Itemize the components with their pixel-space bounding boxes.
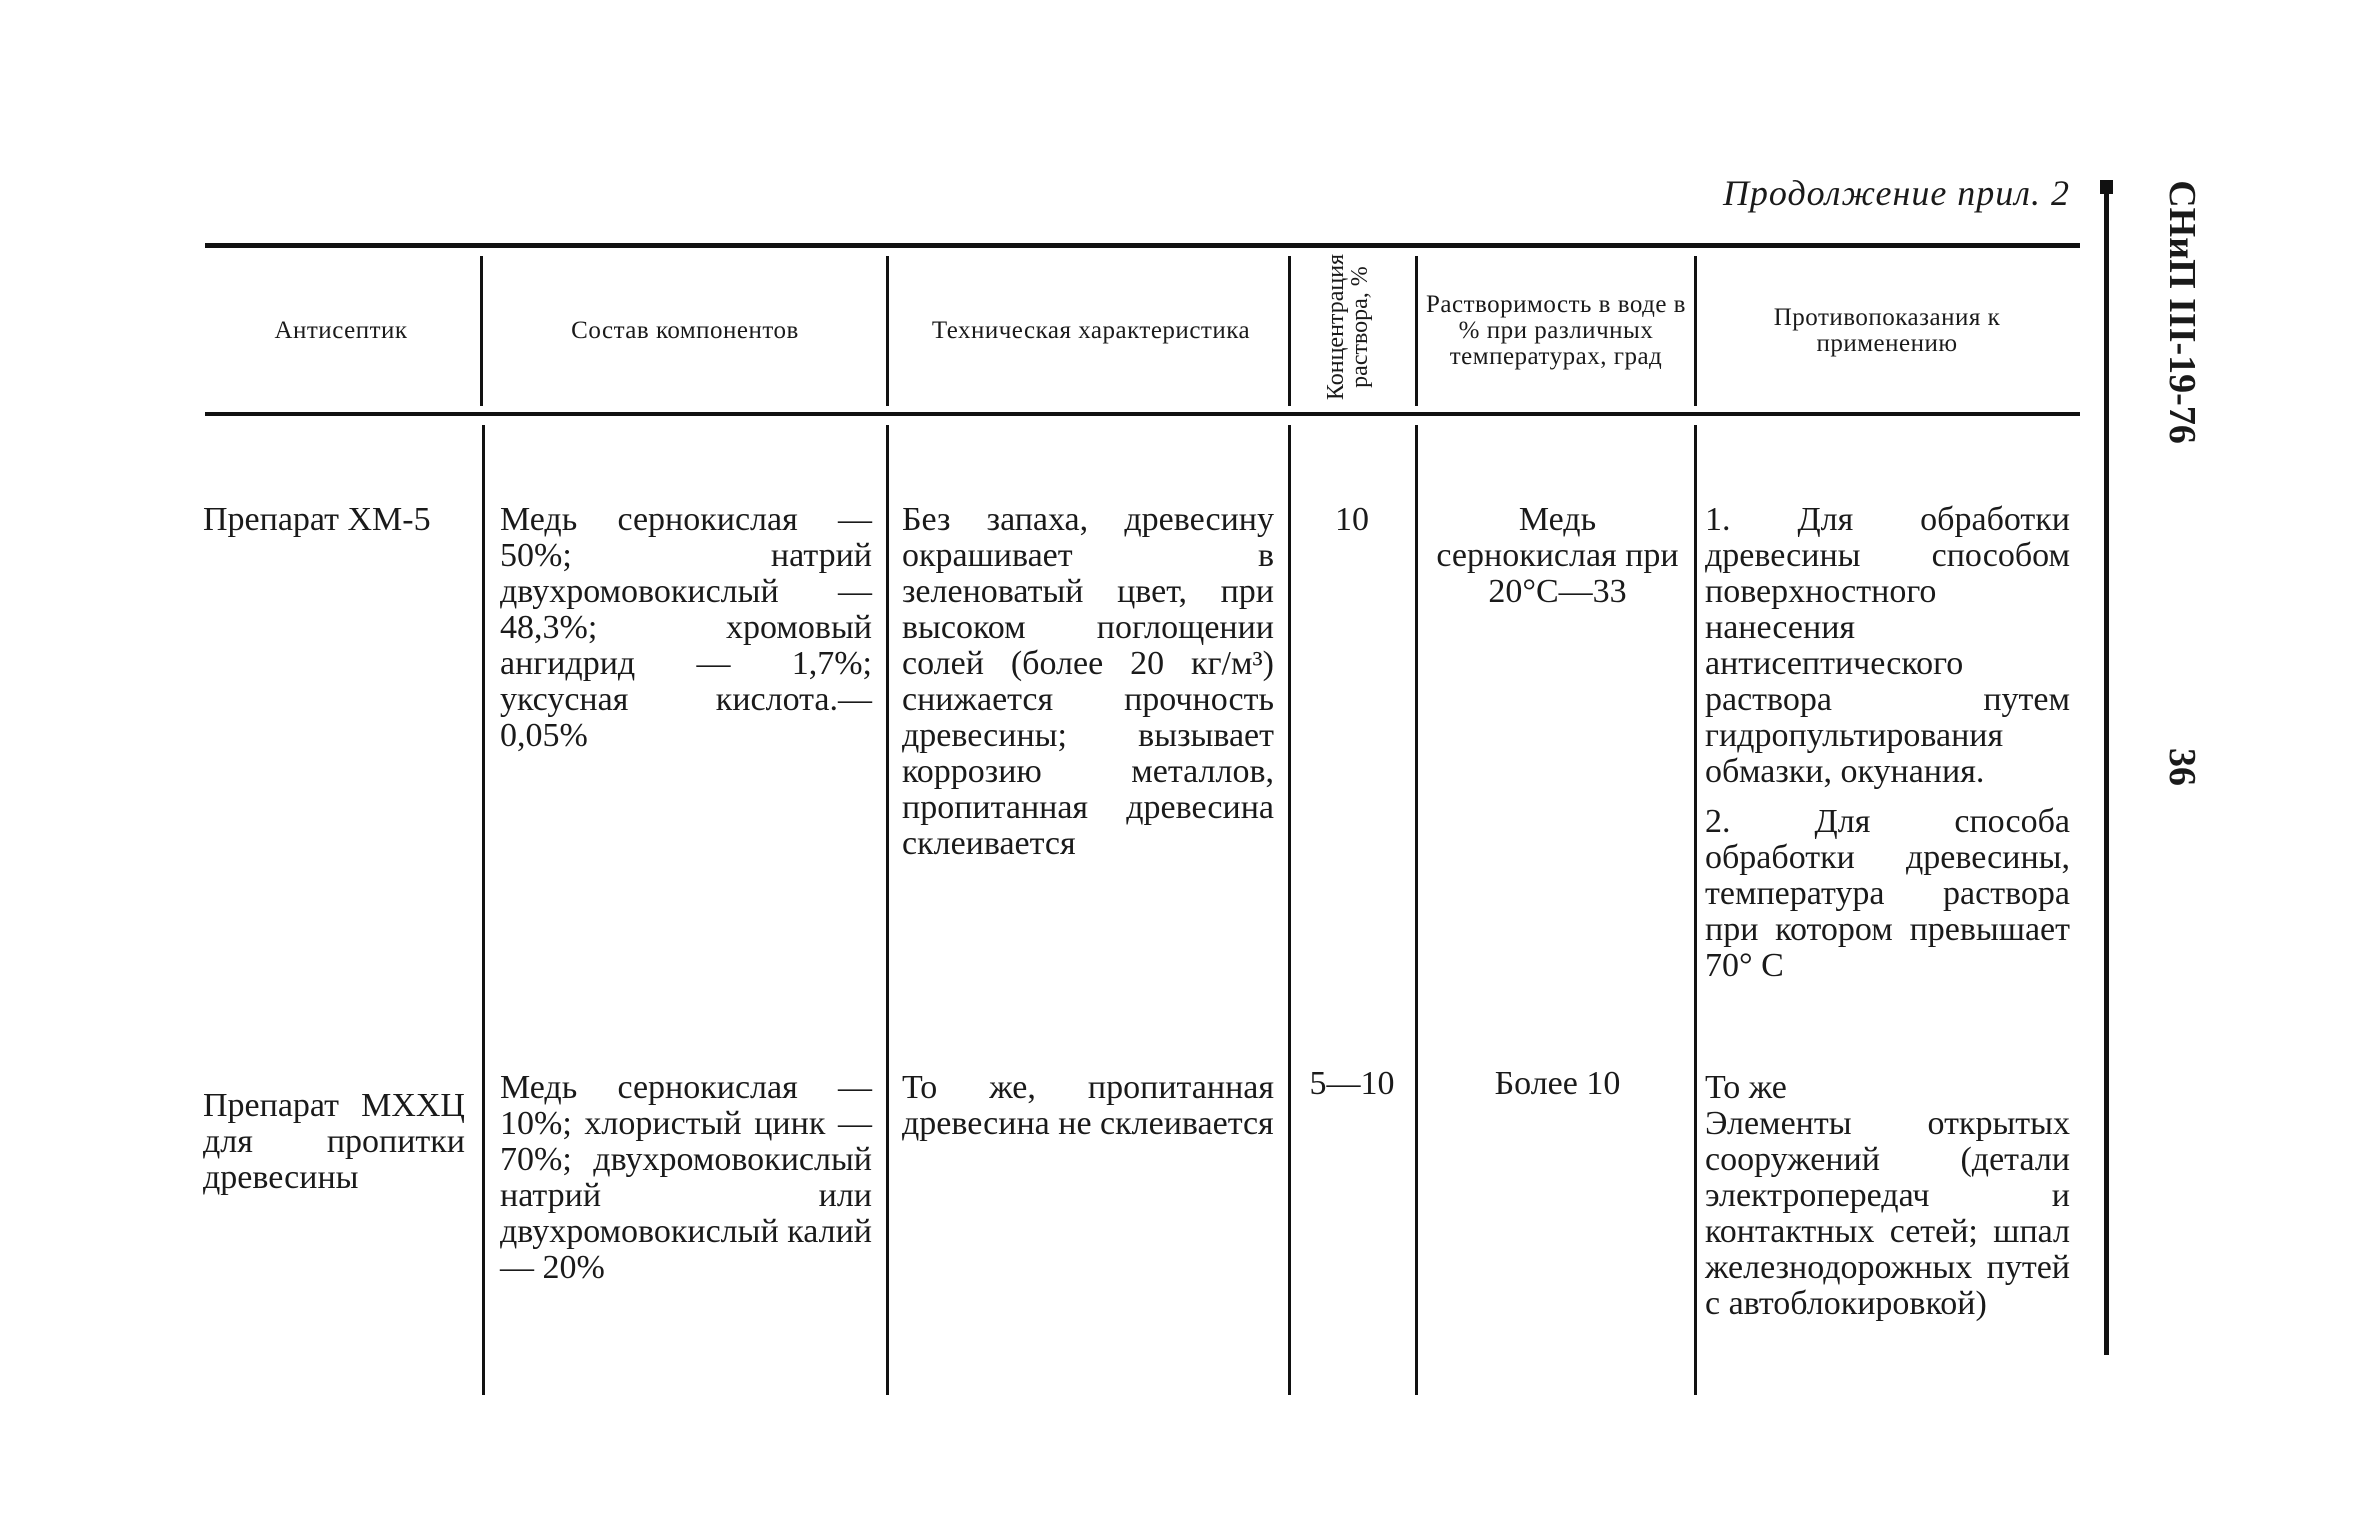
row1-antiseptic: Препарат ХМ-5 [203,501,431,538]
body-divider-1 [482,425,485,1395]
column-header-concentration [1278,252,1418,402]
column-header-concentration-text: Концентрация раствора, % [1323,253,1373,401]
side-rule-tick [2100,180,2113,194]
row2-composition: Медь сернокислая — 10%; хлористый цинк — 70%; двухромовокислый натрий или двухромовокислый калий — 20% [500,1069,872,1286]
row1-contraindications [1705,502,2070,998]
continuation-heading: Продолжение прил. 2 [1722,173,2070,213]
row1-contraindication-1: 1. Для обработки древесины способом поверхностного нанесения антисептического раствора путем гидропультирования обмазки, окунания. [1705,501,2070,790]
row2-concentration: 5—10 [1309,1065,1395,1102]
header-divider-2 [886,256,889,406]
column-header-contraindications: Противопоказания к применению [1773,304,2001,357]
row2-contraindication-2: Элементы открытых сооружений (детали электропередач и контактных сетей; шпал железнодорожных путей с автоблокировкой) [1705,1105,2070,1322]
row1-contraindication-2: 2. Для способа обработки древесины, температура раствора при котором превышает 70° С [1705,803,2070,984]
column-header-antiseptic: Антисептик [274,317,408,344]
column-header-characteristic: Техническая характеристика [931,317,1251,344]
body-divider-5 [1694,425,1697,1395]
standard-code: СНиП III-19-76 [2161,180,2203,444]
body-divider-3 [1288,425,1291,1395]
row1-concentration: 10 [1335,501,1369,538]
column-header-composition: Состав компонентов [571,317,799,344]
body-divider-4 [1415,425,1418,1395]
row2-antiseptic: Препарат МХХЦ для пропитки древесины [203,1087,465,1196]
header-bottom-rule [205,412,2080,416]
table-top-rule [205,243,2080,248]
row1-composition: Медь сернокислая — 50%; натрий двухромовокислый — 48,3%; хромовый ангидрид — 1,7%; уксусная кислота.— 0,05% [500,501,872,754]
body-divider-2 [886,425,889,1395]
header-divider-1 [480,256,483,406]
row1-characteristic: Без запаха, древесину окрашивает в зеленоватый цвет, при высоком поглощении солей (более 20 кг/м³) снижается прочность древесины; вызывает коррозию металлов, пропитанная древесина склеивается [902,501,1274,862]
header-divider-5 [1694,256,1697,406]
row2-solubility: Более 10 [1494,1065,1621,1102]
row1-solubility: Медь сернокислая при 20°С—33 [1436,501,1679,610]
side-rule [2104,180,2109,1355]
row2-characteristic: То же, пропитанная древесина не склеивается [902,1069,1274,1142]
page-number: 36 [2161,748,2203,786]
row2-contraindication-1: То же [1705,1069,1787,1106]
column-header-solubility: Растворимость в воде в % при различных температурах, град [1426,291,1686,370]
row2-contraindications [1705,1070,2070,1336]
